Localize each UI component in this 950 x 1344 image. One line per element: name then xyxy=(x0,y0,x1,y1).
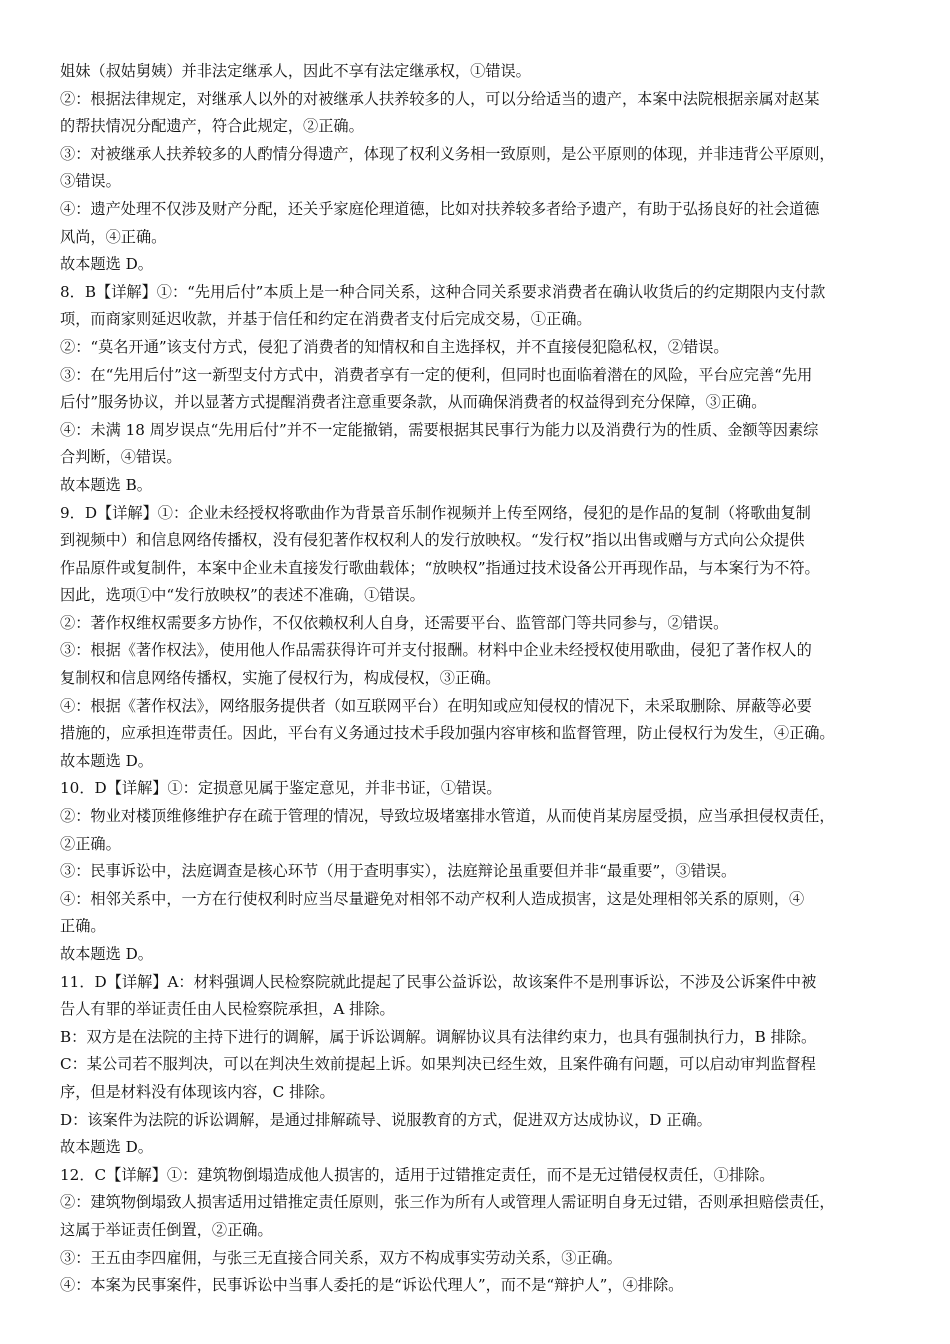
text-line: 姐妹（叔姑舅姨）并非法定继承人，因此不享有法定继承权，①错误。 xyxy=(60,62,531,80)
text-line: ④：相邻关系中，一方在行使权利时应当尽量避免对相邻不动产权利人造成损害，这是处理相邻关系的原则，④ xyxy=(60,889,805,908)
text-line: 正确。 xyxy=(60,917,106,936)
text-line: 到视频中）和信息网络传播权，没有侵犯著作权权利人的发行放映权。“发行权”指以出售或赠与方式向公众提供 xyxy=(60,531,805,550)
text-line: 9．D【详解】①：企业未经授权将歌曲作为背景音乐制作视频并上传至网络，侵犯的是作品的复制（将歌曲复制 xyxy=(60,503,811,522)
text-line: ②：“莫名开通”该支付方式，侵犯了消费者的知情权和自主选择权，并不直接侵犯隐私权，②错误。 xyxy=(60,337,729,356)
text-line: 序，但是材料没有体现该内容，C 排除。 xyxy=(60,1082,335,1101)
text-line: 作品原件或复制件，本案中企业未直接发行歌曲载体；“放映权”指通过技术设备公开再现作品，与本案行为不符。 xyxy=(60,558,820,577)
text-line: 12．C【详解】①：建筑物倒塌造成他人损害的，适用于过错推定责任，而不是无过错侵权责任，①排除。 xyxy=(60,1165,775,1184)
text-line: 故本题选 D。 xyxy=(60,751,153,770)
text-line: ③：根据《著作权法》，使用他人作品需获得许可并支付报酬。材料中企业未经授权使用歌曲，侵犯了著作权人的 xyxy=(60,641,812,660)
text-line: 项，而商家则延迟收款，并基于信任和约定在消费者支付后完成交易，①正确。 xyxy=(60,310,592,329)
text-line: 这属于举证责任倒置，②正确。 xyxy=(60,1220,273,1239)
text-line: 故本题选 D。 xyxy=(60,1138,153,1157)
text-line: ③：民事诉讼中，法庭调查是核心环节（用于查明事实），法庭辩论虽重要但并非“最重要”，③错误。 xyxy=(60,862,737,881)
text-line: 10．D【详解】①：定损意见属于鉴定意见，并非书证，①错误。 xyxy=(60,779,502,798)
answer-explanations xyxy=(60,58,900,1300)
text-line: ②正确。 xyxy=(60,834,121,853)
text-line: 复制权和信息网络传播权，实施了侵权行为，构成侵权，③正确。 xyxy=(60,669,501,688)
text-line: ②：建筑物倒塌致人损害适用过错推定责任原则，张三作为所有人或管理人需证明自身无过错，否则承担赔偿责任， xyxy=(60,1193,835,1212)
text-line: ②：根据法律规定，对继承人以外的对被继承人扶养较多的人，可以分给适当的遗产，本案中法院根据亲属对赵某 xyxy=(60,89,820,108)
text-line: ④：根据《著作权法》，网络服务提供者（如互联网平台）在明知或应知侵权的情况下，未采取删除、屏蔽等必要 xyxy=(60,696,812,715)
text-line: 的帮扶情况分配遗产，符合此规定，②正确。 xyxy=(60,117,364,136)
text-line: ④：遗产处理不仅涉及财产分配，还关乎家庭伦理道德，比如对扶养较多者给予遗产，有助于弘扬良好的社会道德 xyxy=(60,199,820,218)
text-line: ②：物业对楼顶维修维护存在疏于管理的情况，导致垃圾堵塞排水管道，从而使肖某房屋受损，应当承担侵权责任， xyxy=(60,807,835,826)
text-line: ④：本案为民事案件，民事诉讼中当事人委托的是“诉讼代理人”，而不是“辩护人”，④排除。 xyxy=(60,1276,684,1295)
text-line: 故本题选 D。 xyxy=(60,945,153,963)
text-line: ③：在“先用后付”这一新型支付方式中，消费者享有一定的便利，但同时也面临着潜在的风险，平台应完善“先用 xyxy=(60,365,813,384)
text-line: C：某公司若不服判决，可以在判决生效前提起上诉。如果判决已经生效，且案件确有问题，可以启动审判监督程 xyxy=(60,1055,816,1074)
text-line: 告人有罪的举证责任由人民检察院承担，A 排除。 xyxy=(60,1000,395,1019)
text-line: 8．B【详解】①：“先用后付”本质上是一种合同关系，这种合同关系要求消费者在确认收货后的约定期限内支付款 xyxy=(60,282,826,301)
text-line: 合判断，④错误。 xyxy=(60,448,182,467)
text-line: ②：著作权维权需要多方协作，不仅依赖权利人自身，还需要平台、监管部门等共同参与，②错误。 xyxy=(60,613,729,632)
text-line: ③：对被继承人扶养较多的人酌情分得遗产，体现了权利义务相一致原则，是公平原则的体现，并非违背公平原则， xyxy=(60,144,835,163)
text-line: 因此，选项①中“发行放映权”的表述不准确，①错误。 xyxy=(60,586,425,605)
text-line: ③错误。 xyxy=(60,172,121,191)
text-line: B：双方是在法院的主持下进行的调解，属于诉讼调解。调解协议具有法律约束力，也具有强制执行力，B 排除。 xyxy=(60,1027,817,1046)
text-line: D：该案件为法院的诉讼调解，是通过排解疏导、说服教育的方式，促进双方达成协议，D 正确。 xyxy=(60,1110,712,1129)
text-line: ③：王五由李四雇佣，与张三无直接合同关系，双方不构成事实劳动关系，③正确。 xyxy=(60,1248,622,1267)
text-line: 11．D【详解】A：材料强调人民检察院就此提起了民事公益诉讼，故该案件不是刑事诉讼，不涉及公诉案件中被 xyxy=(60,972,817,991)
text-line: 风尚，④正确。 xyxy=(60,227,167,246)
text-line: 后付”服务协议，并以显著方式提醒消费者注意重要条款，从而确保消费者的权益得到充分保障，③正确。 xyxy=(60,393,767,412)
text-line: 故本题选 B。 xyxy=(60,475,152,494)
text-line: ④：未满 18 周岁误点“先用后付”并不一定能撤销，需要根据其民事行为能力以及消费行为的性质、金额等因素综 xyxy=(60,420,819,439)
text-line: 故本题选 D。 xyxy=(60,255,153,274)
text-line: 措施的，应承担连带责任。因此，平台有义务通过技术手段加强内容审核和监督管理，防止侵权行为发生，④正确。 xyxy=(60,724,835,743)
